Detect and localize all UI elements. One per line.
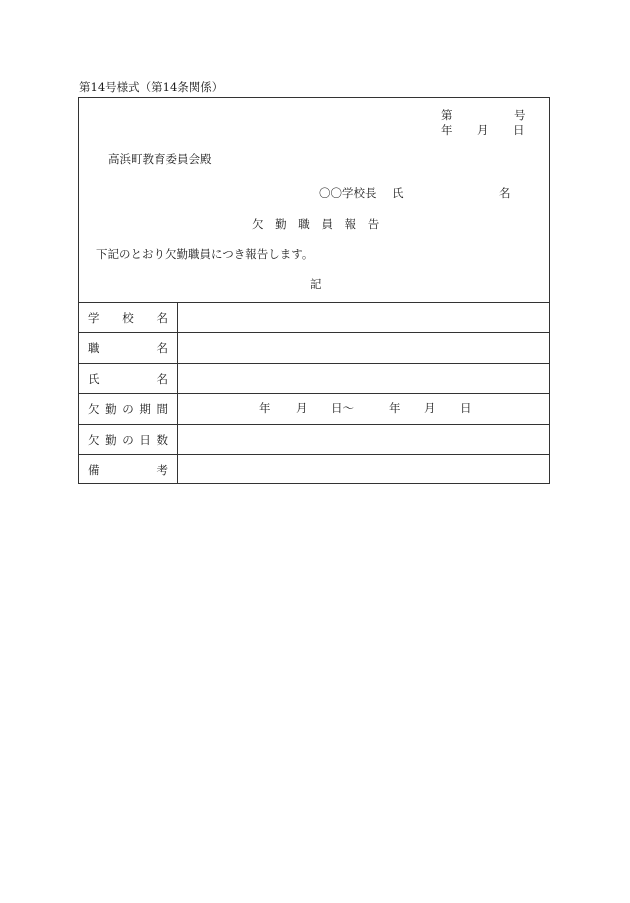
- intro-text: 下記のとおり欠勤職員につき報告します。: [96, 247, 314, 261]
- label-absence-period: [88, 394, 168, 424]
- column-divider: [177, 302, 178, 484]
- label-char: 欠: [88, 402, 100, 416]
- label-job-title: [88, 333, 168, 363]
- period-end-year: 年: [389, 401, 401, 415]
- label-char: 名: [156, 372, 168, 386]
- label-char: 勤: [105, 433, 117, 447]
- label-char: 間: [156, 402, 168, 416]
- label-full-name: [88, 364, 168, 394]
- label-char: 数: [156, 433, 168, 447]
- period-start-day: 日〜: [331, 401, 354, 415]
- form-number-title: 第14号様式（第14条関係）: [79, 80, 224, 94]
- label-char: 考: [156, 463, 168, 477]
- period-end-month: 月: [424, 401, 436, 415]
- school-name-field[interactable]: [179, 304, 549, 331]
- date-year-label: 年: [441, 123, 453, 137]
- ki-mark: 記: [310, 277, 322, 291]
- remarks-field[interactable]: [179, 456, 549, 483]
- label-char: 欠: [88, 433, 100, 447]
- sender-name-suffix: 名: [499, 186, 511, 200]
- report-form: [78, 97, 550, 484]
- label-school-name: [88, 303, 168, 333]
- report-title: 欠 勤 職 員 報 告: [252, 217, 384, 231]
- label-char: 日: [139, 433, 151, 447]
- label-remarks: [88, 455, 168, 485]
- label-char: 職: [88, 341, 100, 355]
- label-char: 校: [122, 311, 134, 325]
- full-name-field[interactable]: [179, 365, 549, 392]
- label-char: 期: [139, 402, 151, 416]
- label-char: 備: [88, 463, 100, 477]
- document-number-suffix: 号: [514, 108, 526, 122]
- period-start-year: 年: [259, 401, 271, 415]
- job-title-field[interactable]: [179, 334, 549, 362]
- date-month-label: 月: [477, 123, 489, 137]
- absence-days-field[interactable]: [179, 426, 549, 453]
- sender-name-prefix: 氏: [392, 186, 404, 200]
- addressee: 高浜町教育委員会殿: [108, 152, 212, 166]
- label-absence-days: [88, 425, 168, 455]
- label-char: の: [122, 402, 134, 416]
- label-char: 勤: [105, 402, 117, 416]
- document-number-prefix: 第: [441, 108, 453, 122]
- label-char: 学: [88, 311, 100, 325]
- label-char: 氏: [88, 372, 100, 386]
- period-start-month: 月: [296, 401, 308, 415]
- label-char: 名: [156, 311, 168, 325]
- period-end-day: 日: [460, 401, 472, 415]
- sender-title: 〇〇学校長: [319, 186, 377, 200]
- label-char: 名: [156, 341, 168, 355]
- date-day-label: 日: [513, 123, 525, 137]
- label-char: の: [122, 433, 134, 447]
